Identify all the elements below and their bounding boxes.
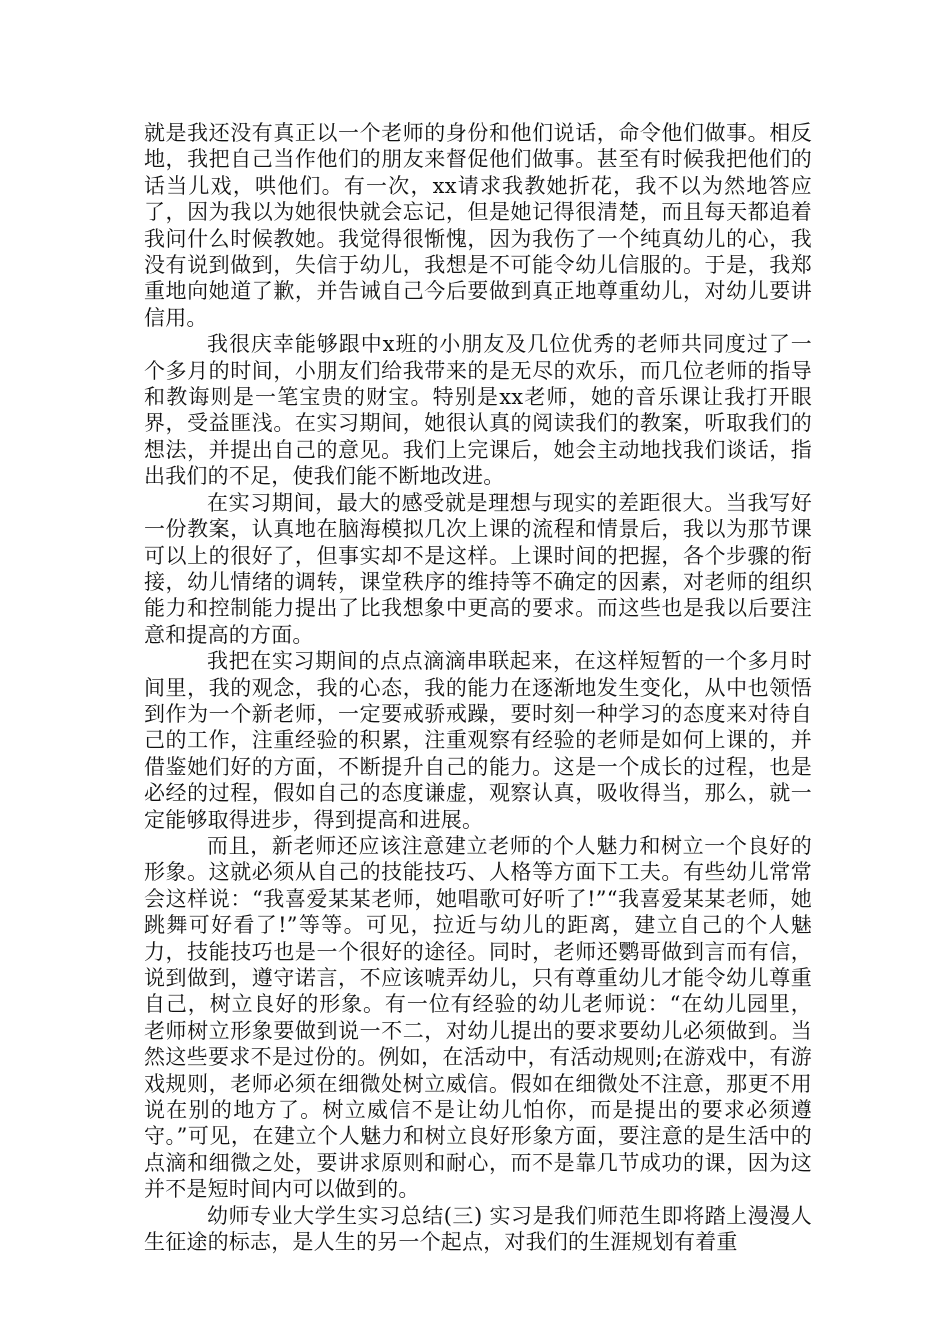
paragraph-5: 而且，新老师还应该注意建立老师的个人魅力和树立一个良好的形象。这就必须从自己的技能技巧、人格等方面下工夫。有些幼儿常常会这样说：“我喜爱某某老师，她唱歌可好听了!”“我喜爱某某老师，她跳舞可好看了!”等等。可见，拉近与幼儿的距离，建立自己的个人魅力，技能技巧也是一个很好的途径。同时，老师还鹦哥做到言而有信，说到做到，遵守诺言，不应该唬弄幼儿，只有尊重幼儿才能令幼儿尊重自己，树立良好的形象。有一位有经验的幼儿老师说：“在幼儿园里，老师树立形象要做到说一不二，对幼儿提出的要求要幼儿必须做到。当然这些要求不是过份的。例如，在活动中，有活动规则;在游戏中，有游戏规则，老师必须在细微处树立威信。假如在细微处不注意，那更不用说在别的地方了。树立威信不是让幼儿怕你，而是提出的要求必须遵守。”可见，在建立个人魅力和树立良好形象方面，要注意的是生活中的点滴和细微之处，要讲求原则和耐心，而不是靠几节成功的课，因为这并不是短时间内可以做到的。 bbox=[144, 833, 812, 1202]
paragraph-3: 在实习期间，最大的感受就是理想与现实的差距很大。当我写好一份教案，认真地在脑海模拟几次上课的流程和情景后，我以为那节课可以上的很好了，但事实却不是这样。上课时间的把握，各个步骤的衔接，幼儿情绪的调转，课堂秩序的维持等不确定的因素，对老师的组织能力和控制能力提出了比我想象中更高的要求。而这些也是我以后要注意和提高的方面。 bbox=[144, 490, 812, 647]
paragraph-6: 幼师专业大学生实习总结(三) 实习是我们师范生即将踏上漫漫人生征途的标志，是人生的另一个起点，对我们的生涯规划有着重 bbox=[144, 1203, 812, 1255]
document-page bbox=[144, 120, 812, 1255]
paragraph-2: 我很庆幸能够跟中x班的小朋友及几位优秀的老师共同度过了一个多月的时间，小朋友们给我带来的是无尽的欢乐，而几位老师的指导和教诲则是一笔宝贵的财宝。特别是xx老师，她的音乐课让我打开眼界，受益匪浅。在实习期间，她很认真的阅读我们的教案，听取我们的想法，并提出自己的意见。我们上完课后，她会主动地找我们谈话，指出我们的不足，使我们能不断地改进。 bbox=[144, 332, 812, 489]
paragraph-1: 就是我还没有真正以一个老师的身份和他们说话，命令他们做事。相反地，我把自己当作他们的朋友来督促他们做事。甚至有时候我把他们的话当儿戏，哄他们。有一次，xx请求我教她折花，我不以为然地答应了，因为我以为她很快就会忘记，但是她记得很清楚，而且每天都追着我问什么时候教她。我觉得很惭愧，因为我伤了一个纯真幼儿的心，我没有说到做到，失信于幼儿，我想是不可能令幼儿信服的。于是，我郑重地向她道了歉，并告诫自己今后要做到真正地尊重幼儿，对幼儿要讲信用。 bbox=[144, 121, 812, 330]
paragraph-4: 我把在实习期间的点点滴滴串联起来，在这样短暂的一个多月时间里，我的观念，我的心态，我的能力在逐渐地发生变化，从中也领悟到作为一个新老师，一定要戒骄戒躁，要时刻一种学习的态度来对待自己的工作，注重经验的积累，注重观察有经验的老师是如何上课的，并借鉴她们好的方面，不断提升自己的能力。这是一个成长的过程，也是必经的过程，假如自己的态度谦虚，观察认真，吸收得当，那么，就一定能够取得进步，得到提高和进展。 bbox=[144, 649, 812, 832]
